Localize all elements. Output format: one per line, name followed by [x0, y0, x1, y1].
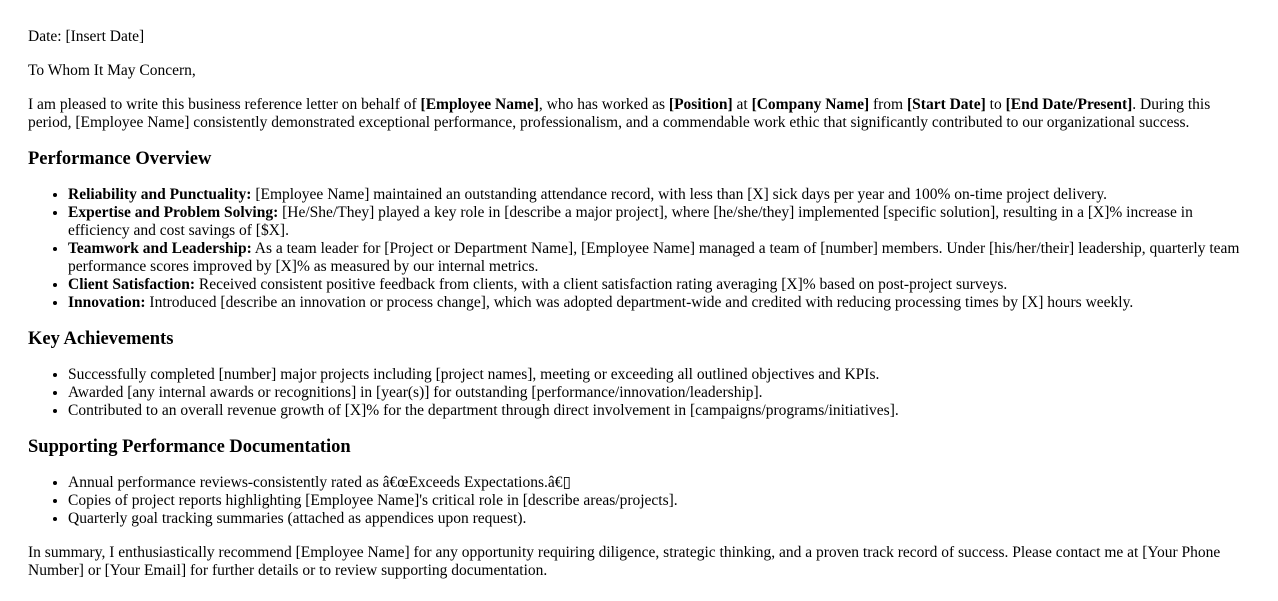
- list-item: [68, 204, 1250, 240]
- item-label: Reliability and Punctuality:: [68, 186, 252, 203]
- closing-paragraph: In summary, I enthusiastically recommend [Employee Name] for any opportunity requiring diligence, strategic thinking, and a proven track record of success. Please contact me at [Your Phone Number] or [Your Email] for further details or to review supporting documentation.: [28, 544, 1221, 579]
- item-label: Expertise and Problem Solving:: [68, 204, 279, 221]
- list-item: [68, 240, 1250, 276]
- item-text: Introduced [describe an innovation or process change], which was adopted department-wide and credited with reducing processing times by [X] hours weekly.: [145, 294, 1134, 311]
- list-item: [68, 276, 1250, 294]
- list-item: • Contributed to an overall revenue growth of [X]% for the department through direct involvement in [campaigns/programs/initiatives].: [68, 402, 1250, 420]
- item-text: [Employee Name] maintained an outstanding attendance record, with less than [X] sick days per year and 100% on-time project delivery.: [251, 186, 1107, 203]
- intro-text: . During this period, [Employee Name] consistently demonstrated exceptional performance, professionalism, and a commendable work ethic that significantly contributed to our organizational success.: [28, 96, 1211, 131]
- list-item: • Successfully completed [number] major projects including [project names], meeting or exceeding all outlined objectives and KPIs.: [68, 366, 1250, 384]
- list-item: [68, 186, 1250, 204]
- performance-overview-heading: Performance Overview: [28, 149, 212, 169]
- item-text: Received consistent positive feedback from clients, with a client satisfaction rating averaging [X]% based on post-project surveys.: [195, 276, 1008, 293]
- date-line: Date: [Insert Date]: [28, 28, 145, 45]
- list-item: • Copies of project reports highlighting [Employee Name]'s critical role in [describe areas/projects].: [68, 492, 1250, 510]
- end-date-placeholder: [End Date/Present]: [1005, 96, 1133, 113]
- intro-paragraph: [28, 96, 1250, 132]
- item-label: Innovation:: [68, 294, 146, 311]
- key-achievements-list: [28, 366, 1250, 420]
- intro-text: , who has worked as: [538, 96, 669, 113]
- item-label: Teamwork and Leadership:: [68, 240, 252, 257]
- intro-text: from: [869, 96, 907, 113]
- supporting-documentation-heading: Supporting Performance Documentation: [28, 437, 351, 457]
- item-label: Client Satisfaction:: [68, 276, 196, 293]
- position-placeholder: [Position]: [668, 96, 733, 113]
- list-item: [68, 294, 1250, 312]
- company-name-placeholder: [Company Name]: [751, 96, 870, 113]
- list-item: • Annual performance reviews-consistently rated as â€œExceeds Expectations.â€▯: [68, 474, 1250, 492]
- list-item: • Awarded [any internal awards or recognitions] in [year(s)] for outstanding [performance/innovation/leadership].: [68, 384, 1250, 402]
- key-achievements-heading: Key Achievements: [28, 329, 174, 349]
- supporting-documentation-list: [28, 474, 1250, 528]
- start-date-placeholder: [Start Date]: [907, 96, 986, 113]
- list-item: • Quarterly goal tracking summaries (attached as appendices upon request).: [68, 510, 1250, 528]
- intro-text: to: [985, 96, 1006, 113]
- item-text: As a team leader for [Project or Department Name], [Employee Name] managed a team of [number] members. Under [his/her/their] leadership, quarterly team performance scores improved by [X]% as measured by our internal metrics.: [68, 240, 1240, 275]
- item-text: [He/She/They] played a key role in [describe a major project], where [he/she/they] implemented [specific solution], resulting in a [X]% increase in efficiency and cost savings of [$X].: [68, 204, 1193, 239]
- performance-overview-list: [28, 186, 1250, 312]
- salutation: To Whom It May Concern,: [28, 62, 196, 79]
- intro-text: I am pleased to write this business reference letter on behalf of: [28, 96, 421, 113]
- employee-name-placeholder: [Employee Name]: [420, 96, 539, 113]
- intro-text: at: [732, 96, 752, 113]
